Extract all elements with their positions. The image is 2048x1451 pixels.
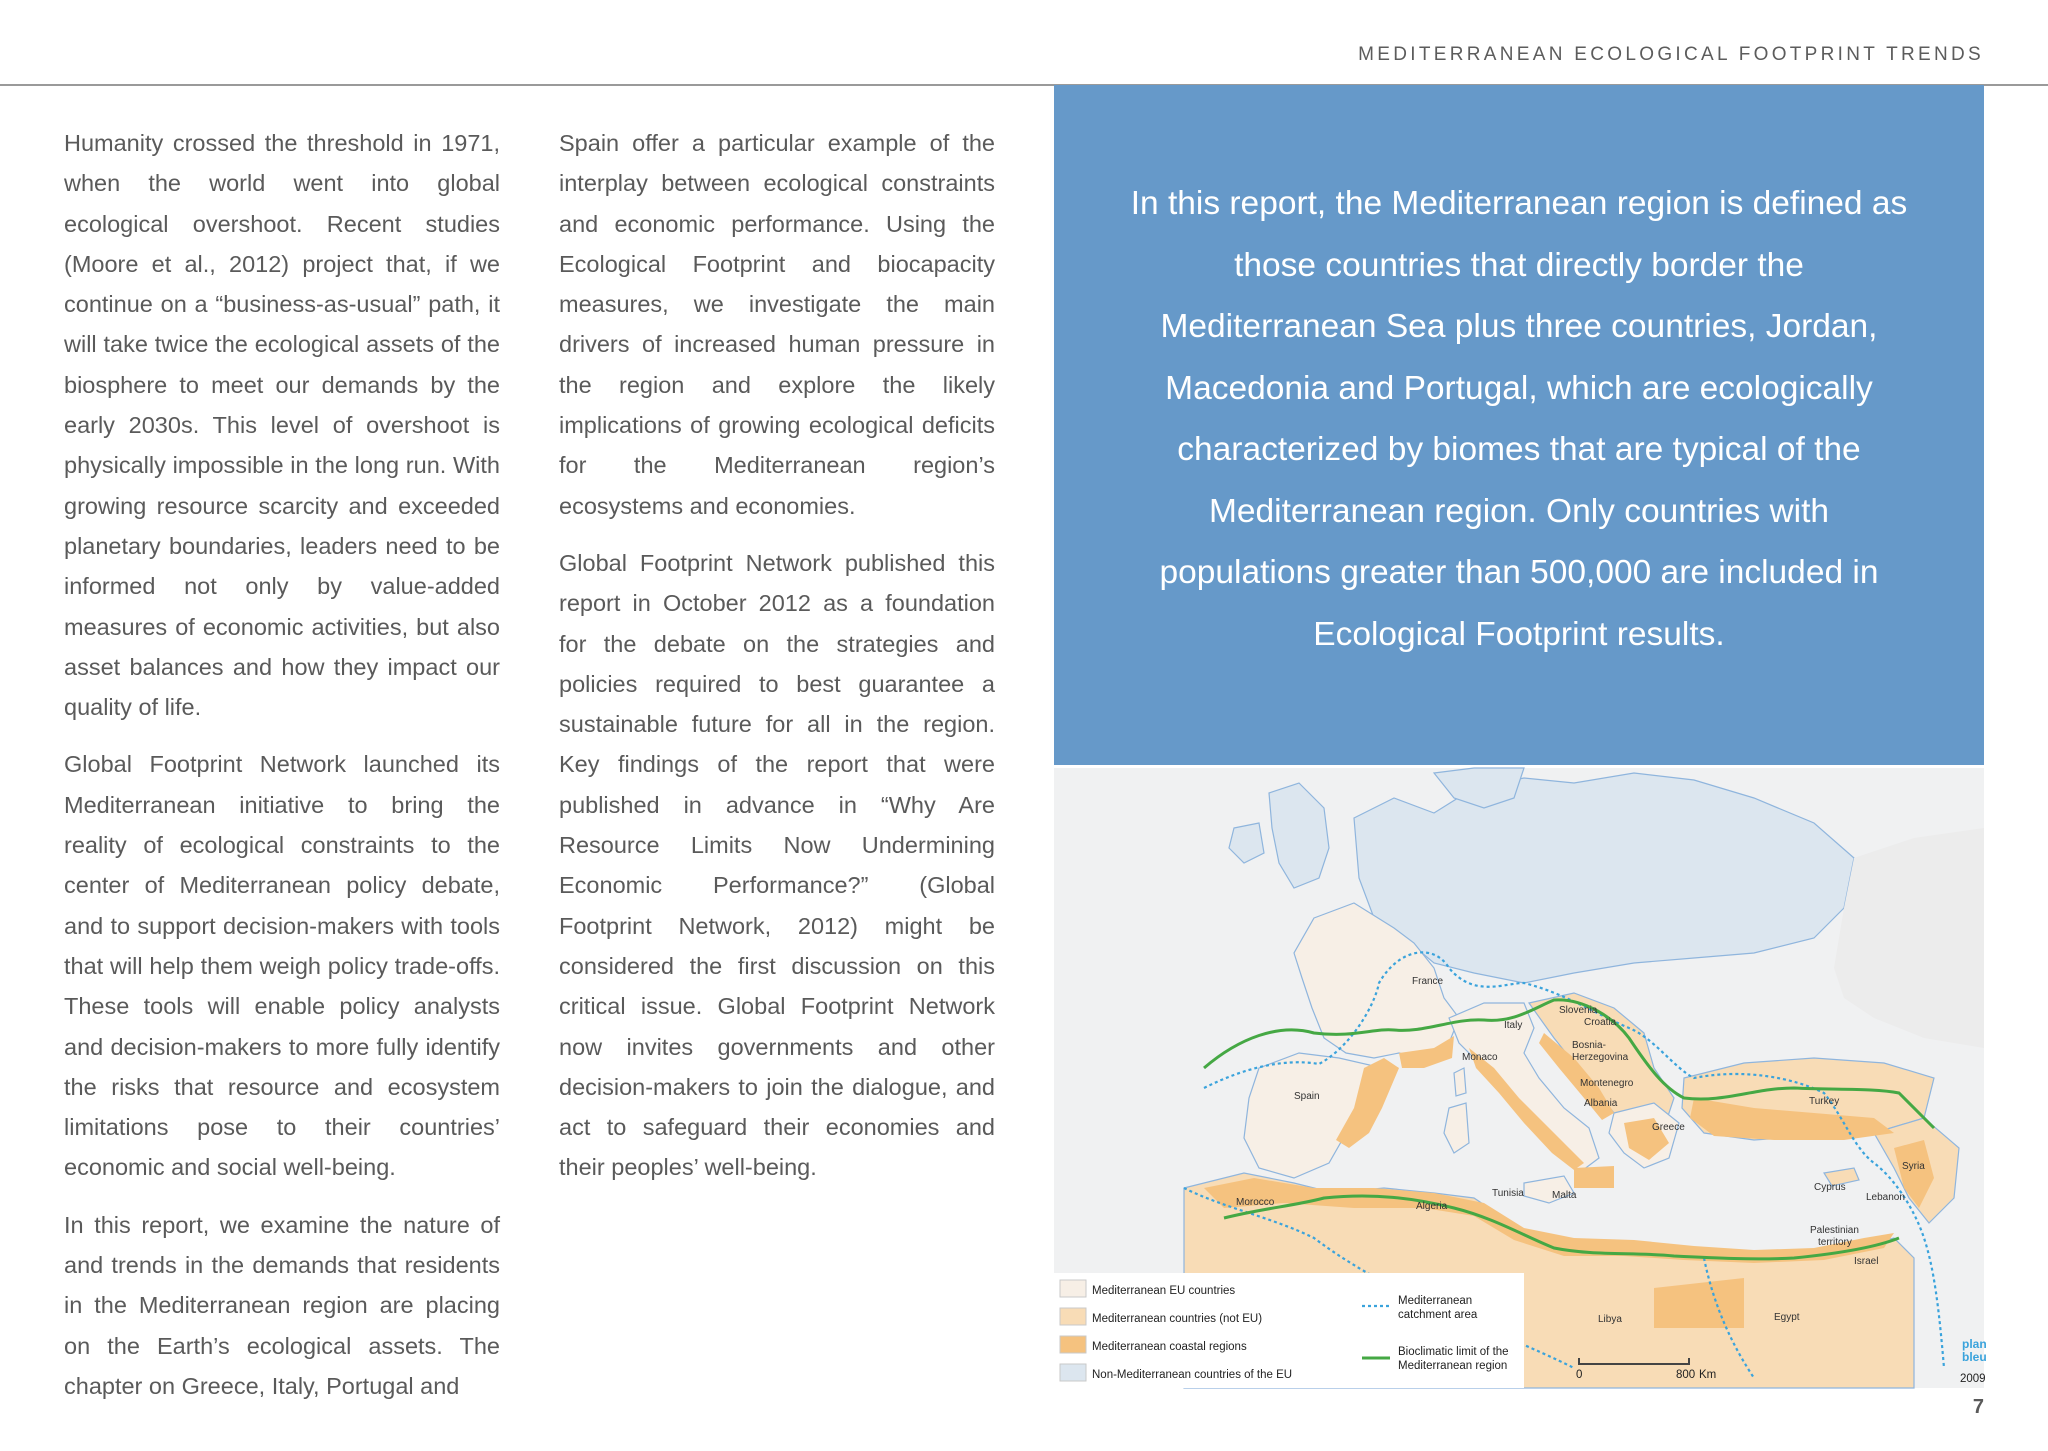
label-turkey: Turkey	[1809, 1096, 1840, 1107]
callout-box	[1054, 85, 1984, 765]
plan-bleu-logo	[1960, 1337, 1987, 1385]
label-italy: Italy	[1504, 1020, 1523, 1031]
paragraph: Global Footprint Network launched its Mediterranean initiative to bring the reality of ecological constraints to the center of Mediterranean policy debate, and to support decision-makers with tools that will help them weigh policy trade-offs. These tools will enable policy analysts and decision-makers to more fully identify the risks that resource and ecosystem limitations pose to their countries’ economic and social well-being.	[64, 751, 500, 1181]
paragraph: In this report, we examine the nature of and trends in the demands that residents in the Mediterranean region are placing on the Earth’s ecological assets. The chapter on Greece, Italy, Portugal and	[64, 1211, 500, 1399]
running-header: MEDITERRANEAN ECOLOGICAL FOOTPRINT TRENDS	[1358, 44, 1984, 65]
text-column-left	[64, 123, 500, 1423]
scale-zero: 0	[1576, 1369, 1583, 1381]
label-croatia: Croatia	[1584, 1017, 1617, 1028]
credit-line1: plan	[1962, 1337, 1987, 1351]
label-israel: Israel	[1854, 1256, 1879, 1267]
legend-non-eu: Mediterranean countries (not EU)	[1092, 1313, 1263, 1325]
page-number: 7	[1972, 1396, 1984, 1418]
label-montenegro: Montenegro	[1580, 1078, 1634, 1089]
credit-line2: bleu	[1962, 1350, 1987, 1364]
label-egypt: Egypt	[1774, 1312, 1800, 1323]
label-palestinian-1: Palestinian	[1810, 1225, 1859, 1236]
label-france: France	[1412, 976, 1444, 987]
legend-coastal: Mediterranean coastal regions	[1092, 1341, 1247, 1353]
legend-eu: Mediterranean EU countries	[1092, 1285, 1236, 1297]
callout-text: In this report, the Mediterranean region is defined as those countries that directly border the Mediterranean Sea plus three countries, Jordan, Macedonia and Portugal, which are ecologically characterized by biomes that are typical of the Mediterranean region. Only countries with populations greater than 500,000 are included in Ecological Footprint results.	[1130, 185, 1908, 653]
mediterranean-map	[1054, 768, 1987, 1388]
scale-unit: Km	[1699, 1369, 1717, 1381]
legend-catchment-2: catchment area	[1398, 1309, 1478, 1321]
paragraph: Spain offer a particular example of the interplay between ecological constraints and economic performance. Using the Ecological Footprint and biocapacity measures, we investigate the main drivers of increased human pressure in the region and explore the likely implications of growing ecological deficits for the Mediterranean region’s ecosystems and economies.	[559, 130, 995, 519]
label-tunisia: Tunisia	[1492, 1188, 1524, 1199]
label-bosnia-2: Herzegovina	[1572, 1052, 1629, 1063]
legend-catchment-1: Mediterranean	[1398, 1295, 1473, 1307]
paragraph: Humanity crossed the threshold in 1971, when the world went into global ecological overshoot. Recent studies (Moore et al., 2012) project that, if we continue on a “business-as-usual” path, it will take twice the ecological assets of the biosphere to meet our demands by the early 2030s. This level of overshoot is physically impossible in the long run. With growing resource scarcity and exceeded planetary boundaries, leaders need to be informed not only by value-added measures of economic activities, but also asset balances and how they impact our quality of life.	[64, 130, 500, 721]
legend-swatch-coastal	[1060, 1336, 1086, 1353]
label-malta: Malta	[1552, 1190, 1577, 1201]
label-syria: Syria	[1902, 1161, 1925, 1172]
label-lebanon: Lebanon	[1866, 1192, 1905, 1203]
label-greece: Greece	[1652, 1122, 1685, 1133]
legend-swatch-non-eu	[1060, 1308, 1086, 1325]
label-albania: Albania	[1584, 1098, 1618, 1109]
label-palestinian-2: territory	[1818, 1237, 1852, 1248]
label-monaco: Monaco	[1462, 1052, 1498, 1063]
label-cyprus: Cyprus	[1814, 1182, 1846, 1193]
label-morocco: Morocco	[1236, 1197, 1275, 1208]
paragraph: Global Footprint Network published this report in October 2012 as a foundation for the debate on the strategies and policies required to best guarantee a sustainable future for all in the region. Key findings of the report that were published in advance in “Why Are Resource Limits Now Undermining Economic Performance?” (Global Footprint Network, 2012) might be considered the first discussion on this critical issue. Global Footprint Network now invites governments and other decision-makers to join the dialogue, and act to safeguard their economies and their peoples’ well-being.	[559, 549, 995, 1181]
label-libya: Libya	[1598, 1314, 1622, 1325]
map-graphic	[1054, 768, 1987, 1388]
label-bosnia-1: Bosnia-	[1572, 1040, 1606, 1051]
legend-bioclimatic-2: Mediterranean region	[1398, 1360, 1508, 1372]
label-spain: Spain	[1294, 1091, 1320, 1102]
scale-distance: 800	[1676, 1369, 1696, 1381]
label-algeria: Algeria	[1416, 1201, 1448, 1212]
text-column-right	[559, 123, 995, 1205]
region-corsica	[1454, 1068, 1466, 1096]
legend-swatch-eu	[1060, 1280, 1086, 1297]
legend-swatch-non-med	[1060, 1364, 1086, 1381]
credit-year: 2009	[1960, 1373, 1986, 1385]
legend-non-med: Non-Mediterranean countries of the EU	[1092, 1369, 1293, 1381]
legend-bioclimatic-1: Bioclimatic limit of the	[1398, 1346, 1509, 1358]
label-slovenia: Slovenia	[1559, 1005, 1598, 1016]
